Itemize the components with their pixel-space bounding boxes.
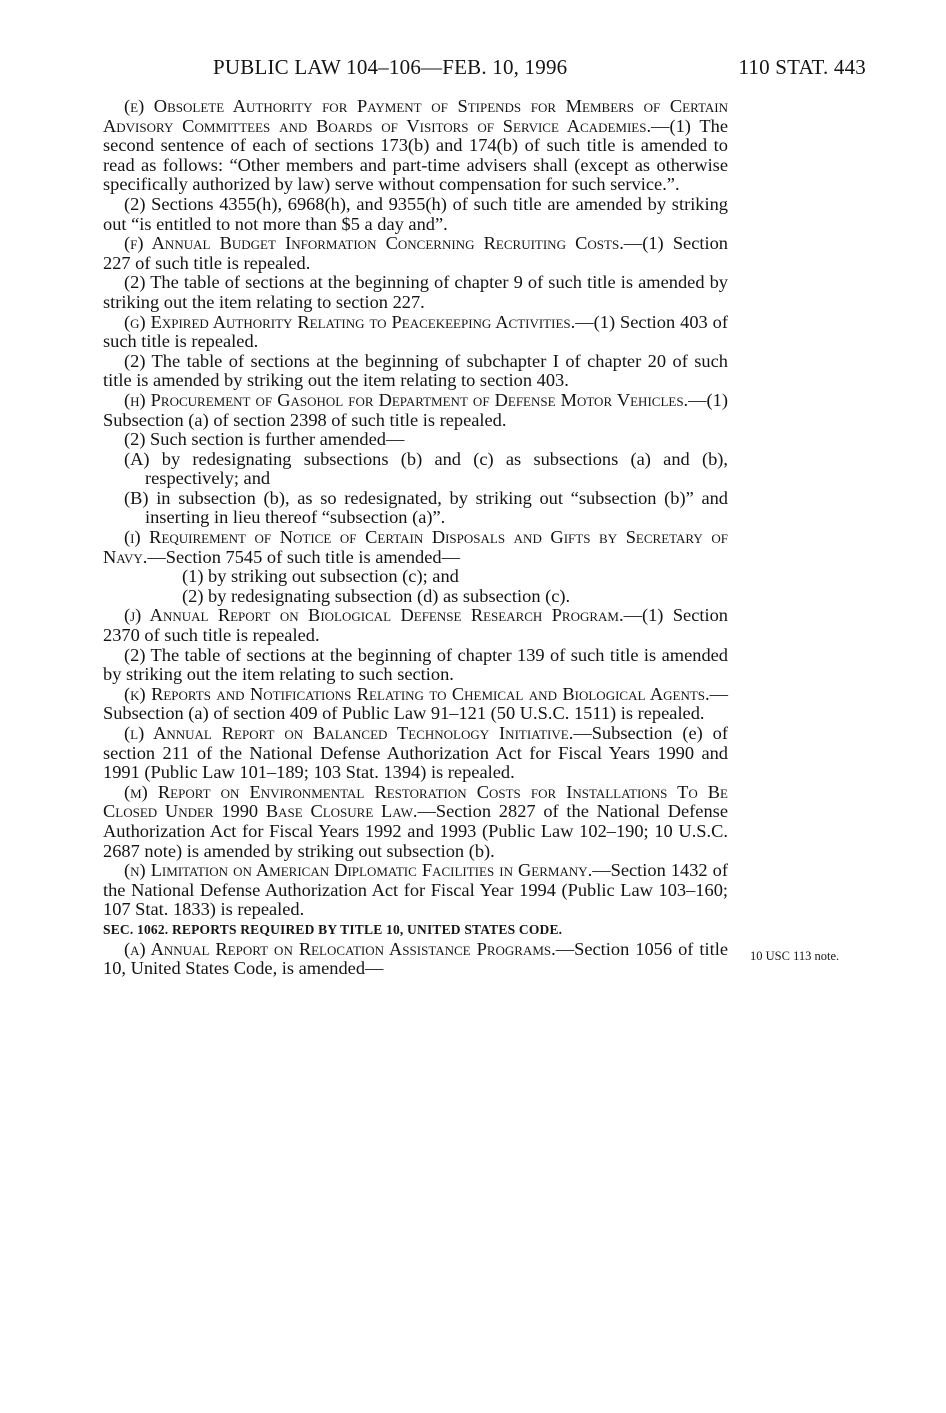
page-header — [105, 55, 866, 85]
subsection-f-para-2: (2) The table of sections at the beginning of chapter 9 of such title is amended by striking out the item relating to section 227. — [103, 272, 728, 312]
subsection-f-para-1: (1) Section 227 of such title is repealed. — [103, 233, 728, 273]
subsection-n-caption: (n) Limitation on American Diplomatic Facilities in Germany.— — [124, 860, 611, 881]
section-1062-subsection-a — [103, 940, 728, 979]
subsection-k-caption: (k) Reports and Notifications Relating to Chemical and Biological Agents.— — [124, 683, 728, 704]
running-head: PUBLIC LAW 104–106—FEB. 10, 1996 — [213, 55, 568, 79]
subsection-h-para-1: (1) Subsection (a) of section 2398 of such title is repealed. — [103, 389, 728, 430]
subsection-i-text: Section 7545 of such title is amended— — [165, 546, 460, 567]
subsection-l-text: Subsection (e) of section 211 of the National Defense Authorization Act for Fiscal Years 1990 and 1991 (Public Law 101–189; 103 Stat. 1394) is repealed. — [103, 723, 728, 783]
subsection-j-caption: (j) Annual Report on Biological Defense Research Program.— — [124, 605, 642, 626]
subsection-n-text: Section 1432 of the National Defense Authorization Act for Fiscal Year 1994 (Public Law 103–160; 107 Stat. 1833) is repealed. — [103, 860, 728, 920]
subsection-f-caption: (f) Annual Budget Information Concerning Recruiting Costs.— — [124, 233, 643, 254]
subsection-g-para-2: (2) The table of sections at the beginning of subchapter I of chapter 20 of such title is amended by striking out the item relating to section 403. — [103, 350, 728, 391]
subsection-k-text: Subsection (a) of section 409 of Public Law 91–121 (50 U.S.C. 1511) is repealed. — [103, 703, 705, 724]
subsection-k — [103, 685, 728, 724]
subsection-h-caption: (h) Procurement of Gasohol for Department of Defense Motor Vehicles.— — [124, 389, 707, 410]
subsection-l — [103, 724, 728, 783]
section-1062-a-caption: (a) Annual Report on Relocation Assistance Programs.— — [124, 938, 575, 959]
subsection-j-para-1: (1) Section 2370 of such title is repealed. — [103, 605, 728, 646]
subsection-e — [103, 97, 728, 195]
subsection-m — [103, 783, 728, 861]
subsection-j-para-2: (2) The table of sections at the beginning of chapter 139 of such title is amended by striking out the item relating to such section. — [103, 644, 728, 685]
margin-note: 10 USC 113 note. — [750, 949, 840, 963]
subsection-h — [103, 391, 728, 430]
subsection-h-item-a: (A) by redesignating subsections (b) and (c) as subsections (a) and (b), respectively; and — [124, 448, 728, 489]
subsection-h-para-2: (2) Such section is further amended— — [124, 429, 405, 450]
subsection-i-caption: (i) Requirement of Notice of Certain Disposals and Gifts by Secretary of Navy.— — [103, 527, 728, 567]
subsection-e-caption: (e) Obsolete Authority for Payment of Stipends for Members of Certain Advisory Committees and Boards of Visitors of Service Academies.— — [103, 96, 728, 136]
subsection-g-caption: (g) Expired Authority Relating to Peacekeeping Activities.— — [124, 311, 594, 332]
subsection-l-caption: (l) Annual Report on Balanced Technology Initiative.— — [124, 723, 592, 743]
section-1062-a-text: Section 1056 of title 10, United States Code, is amended— — [103, 938, 728, 979]
section-heading: SEC. 1062. REPORTS REQUIRED BY TITLE 10, UNITED STATES CODE. — [103, 921, 563, 937]
subsection-i-item-2: (2) by redesignating subsection (d) as subsection (c). — [182, 585, 571, 606]
subsection-e-para-1: (1) The second sentence of each of sections 173(b) and 174(b) of such title is amended to read as follows: “Other members and part-time advisers shall (except as otherwise specifically authorized by law) serve without compensation for such service.”. — [103, 115, 728, 195]
subsection-i — [103, 528, 728, 567]
subsection-g — [103, 313, 728, 352]
subsection-e-para-2: (2) Sections 4355(h), 6968(h), and 9355(h) of such title are amended by striking out “is entitled to not more than $5 a day and”. — [103, 193, 728, 234]
subsection-f — [103, 234, 728, 273]
subsection-g-para-1: (1) Section 403 of such title is repealed. — [103, 311, 729, 352]
subsection-i-item-1: (1) by striking out subsection (c); and — [182, 566, 459, 587]
subsection-m-caption: (m) Report on Environmental Restoration Costs for Installations To Be Closed Under 1990 Base Closure Law.— — [103, 781, 728, 822]
subsection-j — [103, 606, 728, 645]
statute-page-number: 110 STAT. 443 — [738, 55, 866, 79]
document-body — [103, 97, 728, 979]
subsection-n — [103, 861, 728, 920]
subsection-h-item-b: (B) in subsection (b), as so redesignated, by striking out “subsection (b)” and inserting in lieu thereof “subsection (a)”. — [124, 487, 728, 528]
subsection-m-text: Section 2827 of the National Defense Authorization Act for Fiscal Years 1992 and 1993 (Public Law 102–190; 10 U.S.C. 2687 note) is amended by striking out subsection (b). — [103, 801, 728, 861]
